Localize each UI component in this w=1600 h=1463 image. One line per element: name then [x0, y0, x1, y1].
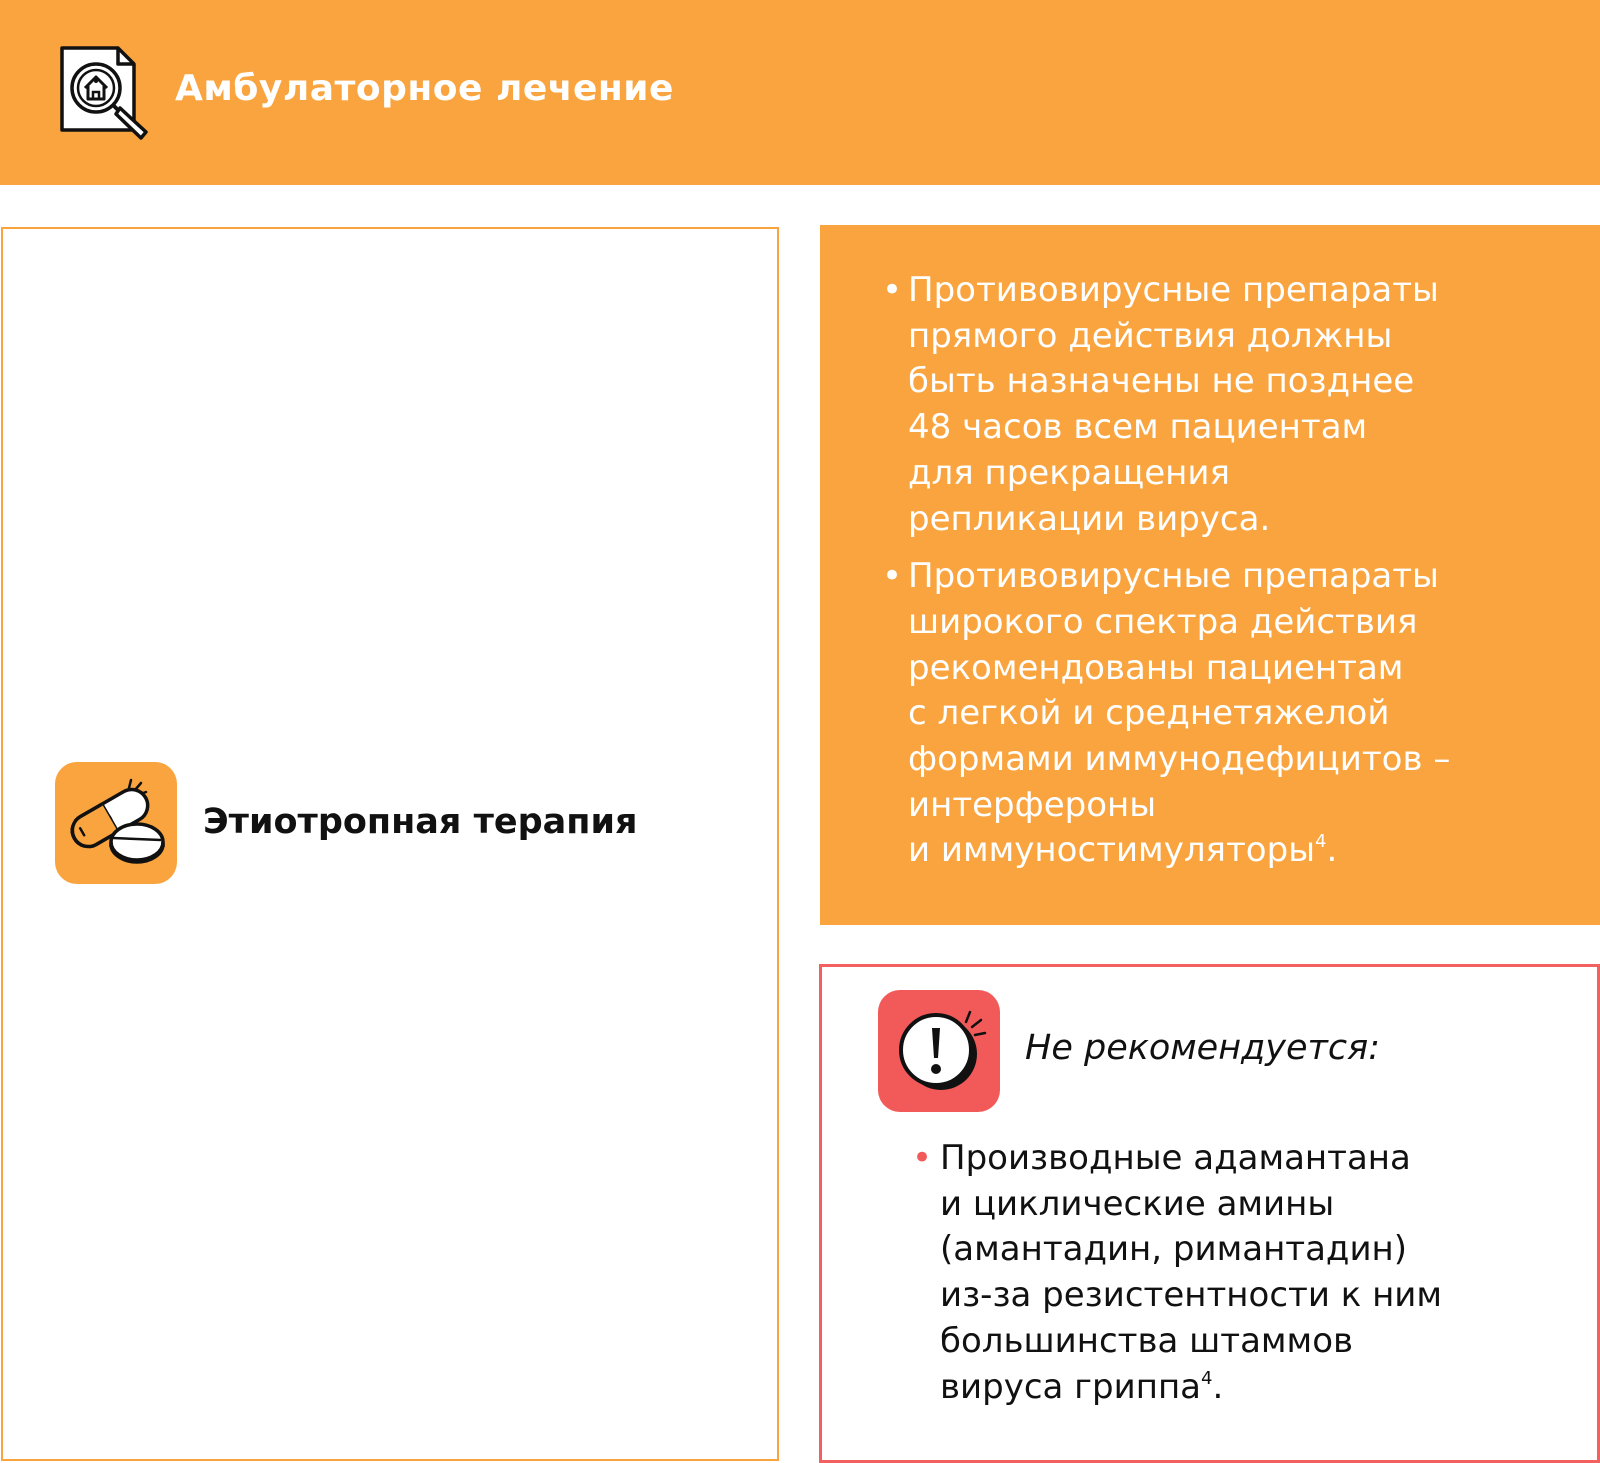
not-recommended-list [910, 1136, 1590, 1410]
list-line: и циклические амины [940, 1183, 1335, 1224]
recommendations-list [880, 268, 1595, 886]
exclamation-icon [878, 990, 1000, 1112]
list-line: интерфероны [908, 784, 1157, 825]
list-line: 48 часов всем пациентам [908, 407, 1368, 448]
line-tail: . [1326, 830, 1338, 871]
list-line: из-за резистентности к ним [940, 1275, 1443, 1316]
list-line-last [908, 828, 1595, 874]
list-line: и иммуностимуляторы [908, 830, 1316, 871]
list-line: быть назначены не позднее [908, 361, 1415, 402]
list-line: прямого действия должны [908, 315, 1393, 356]
page-title: Амбулаторное лечение [175, 68, 674, 109]
bullet-icon: • [882, 556, 903, 597]
list-line: для прекращения [908, 452, 1230, 493]
list-item [880, 268, 1595, 542]
list-line: (амантадин, римантадин) [940, 1229, 1408, 1270]
list-line: Противовирусные препараты [908, 270, 1439, 310]
document-house-search-icon [56, 42, 158, 142]
list-line: большинства штаммов [940, 1320, 1354, 1361]
header-bar [0, 0, 1600, 185]
footnote-ref: 4 [1315, 831, 1327, 853]
footnote-ref: 4 [1201, 1367, 1213, 1389]
list-line: формами иммунодефицитов – [908, 739, 1451, 780]
list-line-last [940, 1365, 1590, 1411]
pills-icon [55, 762, 177, 884]
list-item [910, 1136, 1590, 1410]
list-line: рекомендованы пациентам [908, 647, 1404, 688]
list-line: вируса гриппа [940, 1366, 1202, 1407]
etiotropic-title: Этиотропная терапия [203, 802, 638, 842]
bullet-icon: • [882, 270, 903, 310]
line-tail: . [1212, 1366, 1224, 1407]
not-recommended-title: Не рекомендуется: [1025, 1028, 1381, 1068]
list-item [880, 554, 1595, 874]
list-line: репликации вируса. [908, 498, 1271, 539]
bullet-icon: • [912, 1138, 933, 1178]
list-line: Производные адамантана [940, 1138, 1411, 1178]
list-line: Противовирусные препараты [908, 556, 1439, 597]
list-line: широкого спектра действия [908, 601, 1418, 642]
list-line: с легкой и среднетяжелой [908, 693, 1390, 734]
